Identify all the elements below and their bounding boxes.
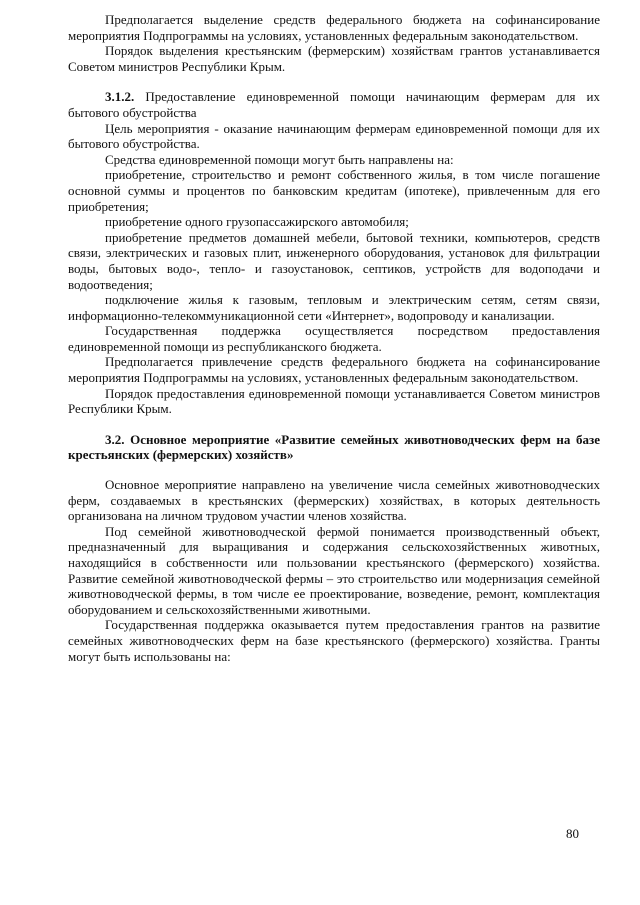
paragraph: Порядок выделения крестьянским (фермерским) хозяйствам грантов устанавливается Советом министров Республики Крым. bbox=[68, 43, 600, 74]
spacer bbox=[68, 74, 600, 89]
paragraph: Под семейной животноводческой фермой понимается производственный объект, предназначенный для выращивания и содержания сельскохозяйственных животных, находящийся в собственности или пользовании крестьянского (фермерского) хозяйства. Развитие семейной животноводческой фермы – это строительство или модернизация семейной животноводческой фермы, в том числе ее проектирование, возведение, ремонт, комплектация оборудованием и сельскохозяйственными животными. bbox=[68, 523, 600, 617]
page-number: 80 bbox=[566, 826, 579, 841]
paragraph: Основное мероприятие направлено на увеличение числа семейных животноводческих ферм, создаваемых в крестьянских (фермерских) хозяйствах, в которых деятельность организована на личном трудовом участии членов хозяйства. bbox=[68, 477, 600, 524]
section-heading-3-1-2 bbox=[68, 89, 600, 120]
list-item: приобретение одного грузопассажирского автомобиля; bbox=[105, 214, 409, 230]
spacer bbox=[68, 417, 600, 432]
paragraph: Цель мероприятия - оказание начинающим фермерам единовременной помощи для их бытового обустройства. bbox=[68, 120, 600, 152]
document-page bbox=[68, 12, 600, 664]
section-heading-3-2: 3.2. Основное мероприятие «Развитие семейных животноводческих ферм на базе крестьянских (фермерских) хозяйств» bbox=[68, 431, 600, 463]
paragraph: Средства единовременной помощи могут быть направлены на: bbox=[105, 151, 454, 167]
list-item: приобретение, строительство и ремонт собственного жилья, в том числе погашение основной суммы и процентов по банковским кредитам (ипотеке), привлеченным для его приобретения; bbox=[68, 167, 600, 214]
paragraph: Государственная поддержка оказывается путем предоставления грантов на развитие семейных животноводческих ферм на базе крестьянского (фермерского) хозяйства. Гранты могут быть использованы на: bbox=[68, 617, 600, 664]
section-number: 3.1.2. bbox=[105, 89, 135, 105]
list-item: подключение жилья к газовым, тепловым и электрическим сетям, сетям связи, информационно-телекоммуникационной сети «Интернет», водопроводу и канализации. bbox=[68, 292, 600, 323]
paragraph: Государственная поддержка осуществляется посредством предоставления единовременной помощи из республиканского бюджета. bbox=[68, 323, 600, 354]
list-item: приобретение предметов домашней мебели, бытовой техники, компьютеров, средств связи, электрических и газовых плит, инженерного оборудования, установок для фильтрации воды, бытовых водо-, тепло- и газоустановок, септиков, устройств для водоподачи и водоотведения; bbox=[68, 229, 600, 292]
paragraph: Порядок предоставления единовременной помощи устанавливается Советом министров Республики Крым. bbox=[68, 385, 600, 417]
section-title: Предоставление единовременной помощи начинающим фермерам для их бытового обустройства bbox=[68, 89, 601, 120]
paragraph: Предполагается выделение средств федерального бюджета на софинансирование мероприятия Подпрограммы на условиях, установленных федеральным законодательством. bbox=[68, 12, 600, 43]
spacer bbox=[68, 463, 600, 477]
paragraph: Предполагается привлечение средств федерального бюджета на софинансирование мероприятия Подпрограммы на условиях, установленных федеральным законодательством. bbox=[68, 354, 600, 386]
